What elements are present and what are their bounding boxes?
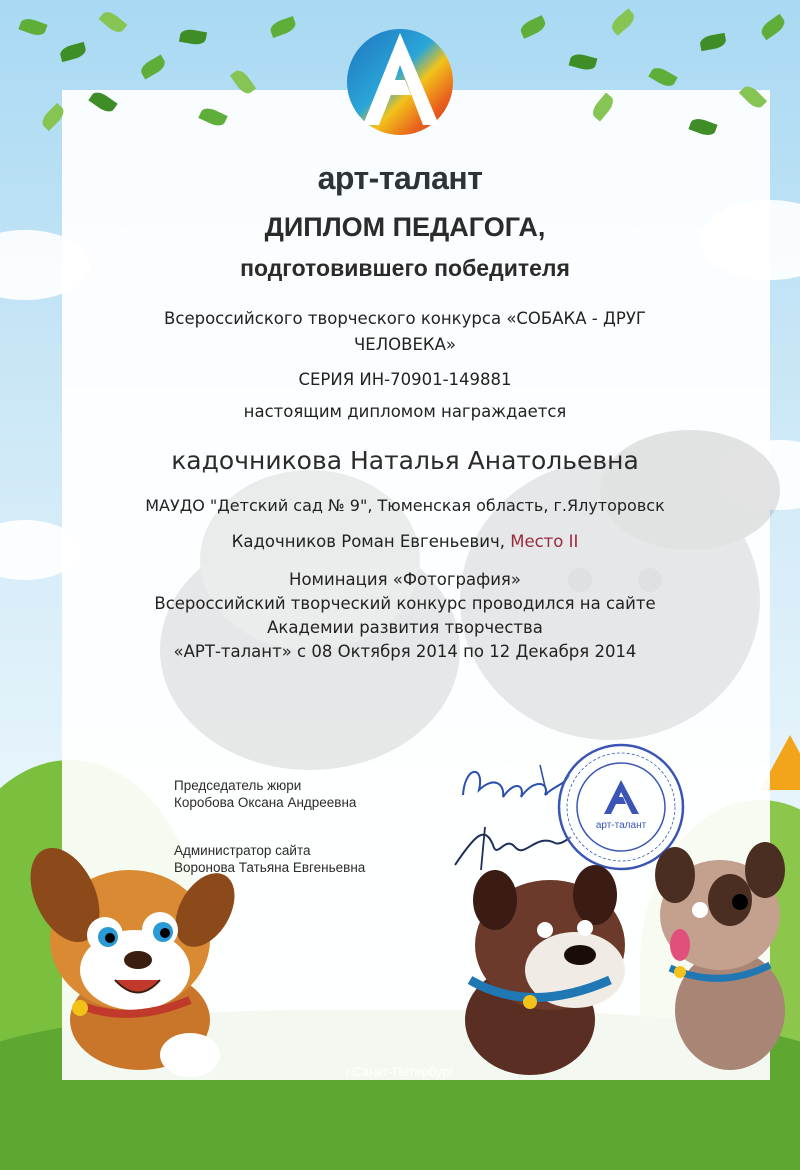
bulldog-image <box>450 860 630 1075</box>
series-number: СЕРИЯ ИН-70901-149881 <box>298 370 512 389</box>
site-admin-name: Воронова Татьяна Евгеньевна <box>174 860 366 875</box>
nomination-block <box>100 568 710 664</box>
diploma-subtitle: подготовившего победителя <box>240 255 570 281</box>
contest-line-1: Всероссийского творческого конкурса «СОБАКА - ДРУГ <box>164 309 646 328</box>
brand-name: арт-талант <box>317 160 483 196</box>
organization: МАУДО "Детский сад № 9", Тюменская область, г.Ялуторовск <box>145 496 665 515</box>
contest-line-2: ЧЕЛОВЕКА» <box>354 335 456 354</box>
pug-puppy-image <box>640 840 800 1080</box>
diploma-title: ДИПЛОМ ПЕДАГОГА, <box>264 212 546 242</box>
pupil-line <box>100 532 710 551</box>
nomination-line-4: «АРТ-талант» с 08 Октября 2014 по 12 Декабря 2014 <box>173 642 637 661</box>
footer-city: г.Санкт-Петербург <box>345 1064 455 1079</box>
nomination-line-2: Всероссийский творческий конкурс проводился на сайте <box>154 594 656 613</box>
brown-puppy-image <box>20 820 240 1080</box>
pupil-name: Кадочников Роман Евгеньевич, <box>231 532 505 551</box>
recipient-name: кадочникова Наталья Анатольевна <box>171 446 639 475</box>
nomination-line-3: Академии развития творчества <box>267 618 543 637</box>
jury-chair-block <box>174 777 356 811</box>
place: Место II <box>510 532 579 551</box>
award-text: настоящим дипломом награждается <box>243 402 567 421</box>
site-admin-role: Администратор сайта <box>174 843 311 858</box>
jury-chair-name: Коробова Оксана Андреевна <box>174 795 357 810</box>
contest-name <box>100 306 710 358</box>
jury-chair-role: Председатель жюри <box>174 778 302 793</box>
nomination-line-1: Номинация «Фотография» <box>289 570 521 589</box>
art-talant-logo-icon <box>345 25 455 140</box>
stamp-label: арт-талант <box>595 820 647 831</box>
